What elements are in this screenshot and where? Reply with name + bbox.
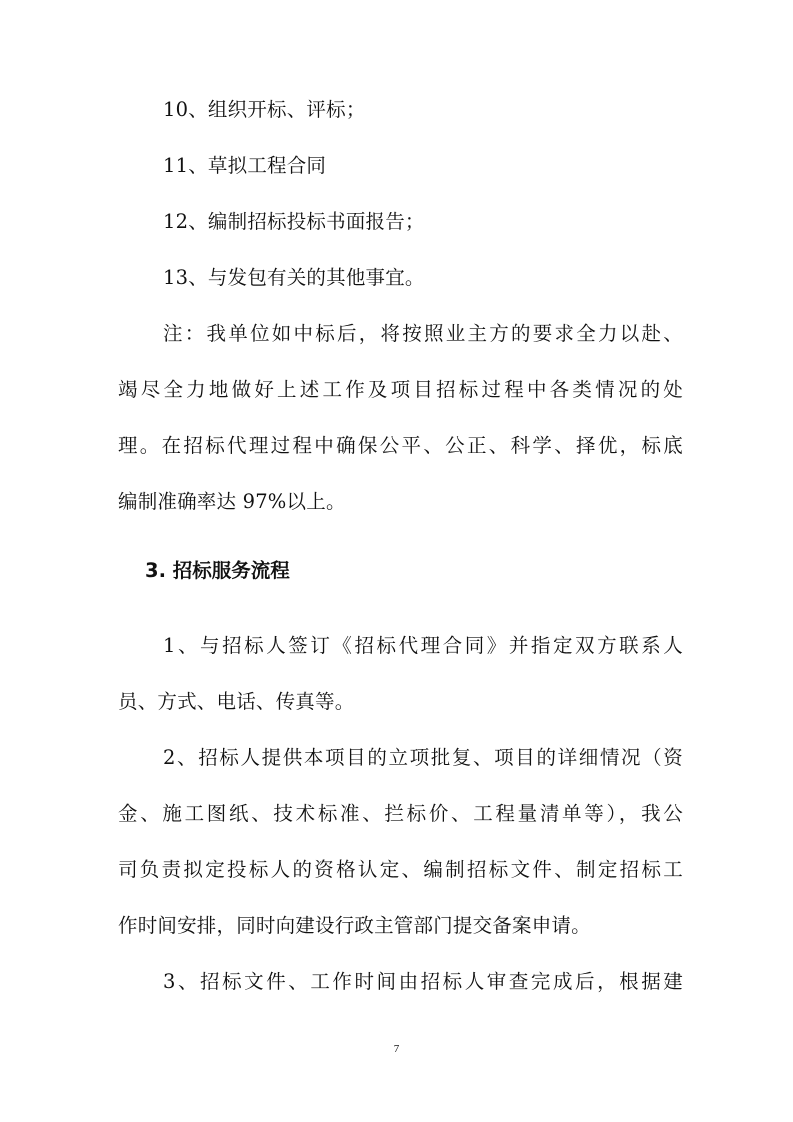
step2-line-4: 作时间安排，同时向建设行政主管部门提交备案申请。: [118, 914, 591, 937]
note-line-2: 竭尽全力地做好上述工作及项目招标过程中各类情况的处: [118, 378, 683, 401]
section-heading: 3. 招标服务流程: [145, 559, 290, 582]
list-item-13: 13、与发包有关的其他事宜。: [163, 266, 425, 289]
list-item-10: 10、组织开标、评标；: [163, 98, 366, 121]
step2-line-1: 2、招标人提供本项目的立项批复、项目的详细情况（资: [163, 746, 683, 769]
step2-line-2: 金、施工图纸、技术标准、拦标价、工程量清单等），我公: [118, 802, 683, 825]
page-number: 7: [393, 1043, 400, 1055]
list-item-11: 11、草拟工程合同: [163, 154, 327, 177]
note-line-4: 编制准确率达 97%以上。: [118, 490, 346, 513]
step3-line-1: 3、招标文件、工作时间由招标人审查完成后，根据建: [163, 970, 683, 993]
step1-line-2: 员、方式、电话、传真等。: [118, 690, 355, 713]
step2-line-3: 司负责拟定投标人的资格认定、编制招标文件、制定招标工: [118, 858, 683, 881]
list-item-12: 12、编制招标投标书面报告；: [163, 210, 425, 233]
note-line-3: 理。在招标代理过程中确保公平、公正、科学、择优，标底: [118, 434, 683, 457]
step1-line-1: 1、与招标人签订《招标代理合同》并指定双方联系人: [163, 634, 683, 657]
note-line-1: 注：我单位如中标后，将按照业主方的要求全力以赴、: [163, 322, 683, 345]
